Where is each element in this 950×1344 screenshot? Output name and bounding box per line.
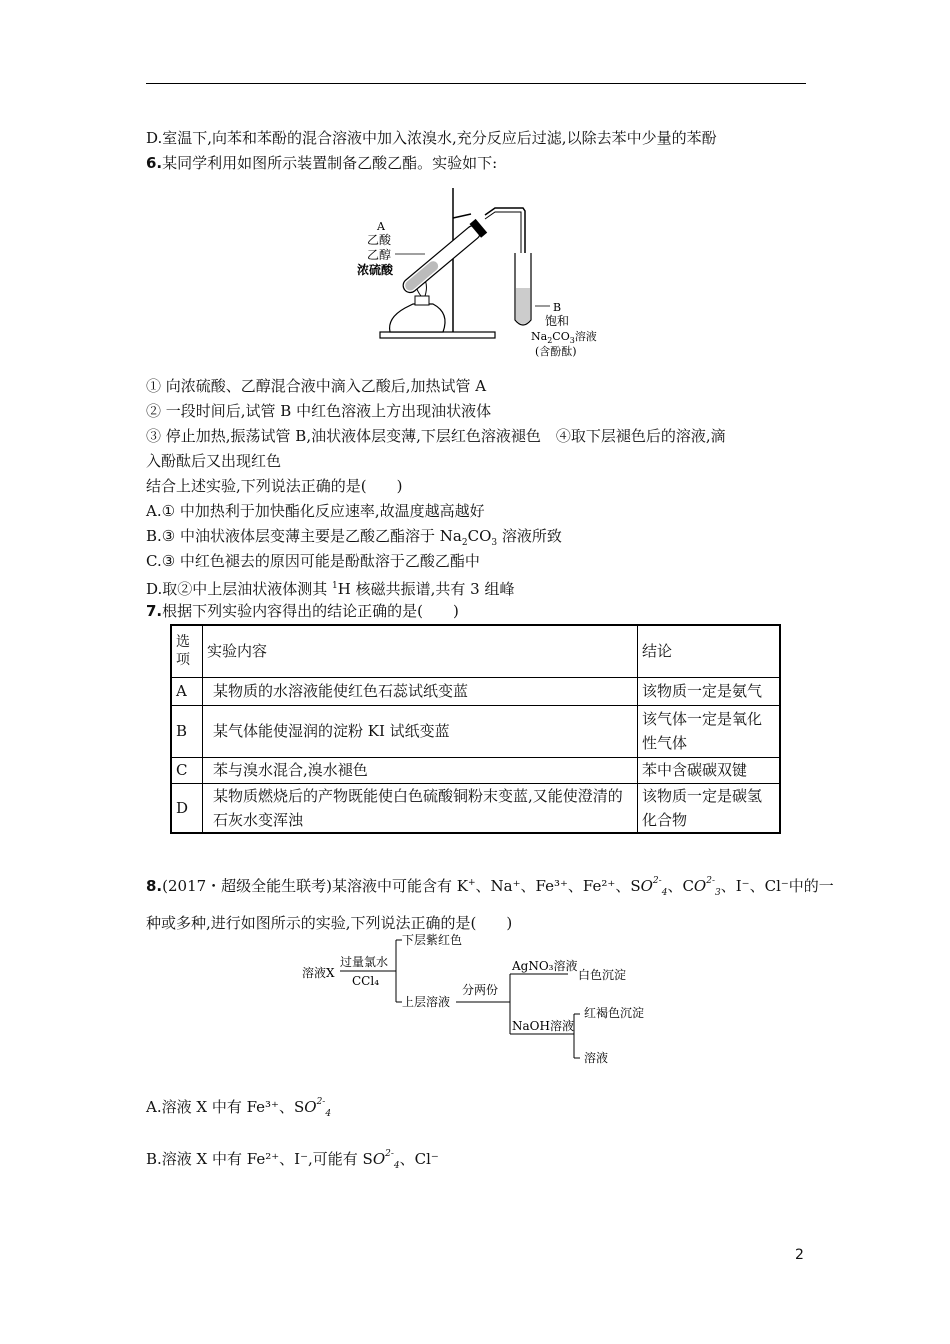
q6-option-b: B.③ 中油状液体层变薄主要是乙酸乙酯溶于 $Na_2CO_3$ 溶液所致 (146, 527, 562, 548)
alcohol-lamp (390, 304, 445, 332)
sulfate-ion: $O^{2-}_4$ (372, 1149, 400, 1171)
fig-alcohol: 乙醇 (367, 248, 392, 262)
carbonate-ion: $O^{2-}_3$ (693, 876, 721, 898)
q6-ask: 结合上述实验,下列说法正确的是( ) (146, 477, 403, 495)
fig-label-a: A (377, 220, 385, 233)
fig-acid: 乙酸 (367, 233, 392, 247)
q6-stem-text: 某同学利用如图所示装置制备乙酸乙酯。实验如下: (162, 154, 498, 172)
header-content: 实验内容 (203, 625, 638, 677)
flow-ccl4: CCl₄ (352, 974, 380, 988)
table-row: D 某物质燃烧后的产物既能使白色硫酸铜粉末变蓝,又能使澄清的石灰水变浑浊 该物质一定是碳氢化合物 (171, 783, 780, 833)
header-rule (146, 83, 806, 84)
q6-option-c: C.③ 中红色褪去的原因可能是酚酞溶于乙酸乙酯中 (146, 552, 480, 570)
q8-number: 8. (146, 877, 163, 895)
flow-lower: 下层紫红色 (402, 933, 463, 947)
fig-na2co3: $Na_2CO_3$溶液 (531, 330, 597, 345)
q6-option-d: D.取②中上层油状液体测其 $^1$H 核磁共振谱,共有 3 组峰 (146, 580, 515, 598)
q6-stem (146, 153, 497, 173)
apparatus-figure (355, 178, 615, 367)
flow-agno3: AgNO₃溶液 (512, 959, 578, 973)
table-row: B 某气体能使湿润的淀粉 KI 试纸变蓝 该气体一定是氧化性气体 (171, 705, 780, 757)
stand-base (380, 332, 495, 338)
q6-step1: ① 向浓硫酸、乙醇混合液中滴入乙酸后,加热试管 A (146, 377, 487, 395)
q5-option-d: D.室温下,向苯和苯酚的混合溶液中加入浓溴水,充分反应后过滤,以除去苯中少量的苯酚 (146, 129, 717, 147)
flow-chlorine: 过量氯水 (340, 955, 389, 969)
flow-naoh: NaOH溶液 (512, 1019, 574, 1033)
tube-b-liquid (516, 288, 530, 324)
q8-stem2: 种或多种,进行如图所示的实验,下列说法正确的是( ) (146, 914, 513, 932)
q8-option-b: B.溶液 X 中有 Fe²⁺、I⁻,可能有 $SO^{2-}_4$、Cl⁻ (146, 1149, 439, 1171)
clamp (453, 214, 471, 218)
q8-stem: 8.(2017・超级全能生联考)某溶液中可能含有 K+、Na⁺、Fe³⁺、Fe²⁺、$SO^{2-}_4$、$CO^{2-}_3$、I⁻、Cl⁻中的一 (146, 876, 834, 898)
page-number: 2 (795, 1247, 804, 1263)
q7-stem-text: 根据下列实验内容得出的结论正确的是( ) (162, 602, 459, 620)
q6-option-a: A.① 中加热利于加快酯化反应速率,故温度越高越好 (146, 502, 485, 520)
q7-table (170, 624, 781, 834)
flow-split: 分两份 (462, 983, 499, 997)
flow-solution-x: 溶液X (302, 966, 335, 980)
sulfate-ion: $O^{2-}_4$ (640, 876, 668, 898)
q6-step2: ② 一段时间后,试管 B 中红色溶液上方出现油状液体 (146, 402, 492, 420)
header-option: 选项 (171, 625, 203, 677)
header-conclusion: 结论 (638, 625, 781, 677)
lamp-neck (415, 296, 429, 305)
table-header-row (171, 625, 780, 677)
q8-option-a: A.溶液 X 中有 Fe³⁺、$SO^{2-}_4$ (146, 1097, 332, 1119)
flow-chart (298, 930, 658, 1076)
q7-stem (146, 601, 459, 621)
table-row: C 苯与溴水混合,溴水褪色 苯中含碳碳双键 (171, 757, 780, 783)
q7-number: 7. (146, 602, 163, 620)
fig-sulfuric: 浓硫酸 (357, 263, 394, 277)
flow-solution: 溶液 (584, 1051, 609, 1065)
q6-number: 6. (146, 154, 163, 172)
q6-step3b: 入酚酞后又出现红色 (146, 452, 282, 470)
flow-upper: 上层溶液 (402, 995, 451, 1009)
q6-step3: ③ 停止加热,振荡试管 B,油状液体层变薄,下层红色溶液褪色 ④取下层褪色后的溶液,滴 (146, 427, 726, 445)
sulfate-ion: $O^{2-}_4$ (304, 1097, 332, 1119)
table-row: A 某物质的水溶液能使红色石蕊试纸变蓝 该物质一定是氨气 (171, 677, 780, 705)
fig-label-b: B (553, 301, 562, 314)
fig-saturated: 饱和 (545, 314, 570, 328)
flow-white: 白色沉淀 (578, 968, 627, 982)
flow-redbrown: 红褐色沉淀 (584, 1006, 645, 1020)
fig-indicator: (含酚酞) (535, 345, 577, 358)
